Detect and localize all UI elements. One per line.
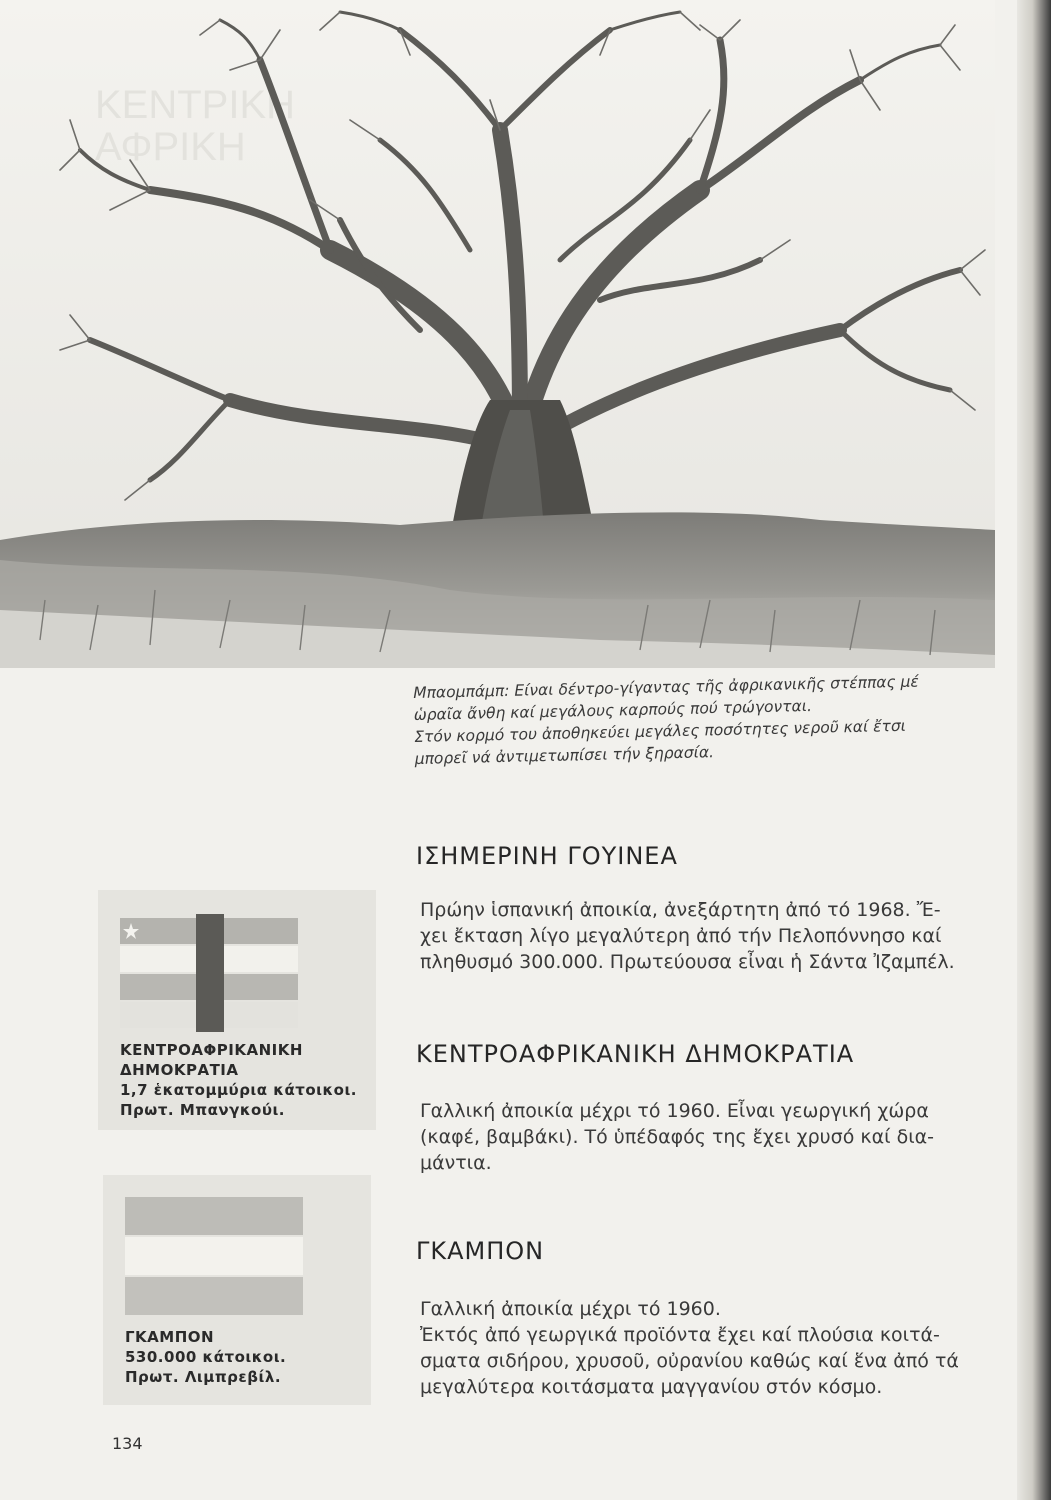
page-number: 134: [112, 1434, 143, 1453]
flag-caption-central-african-republic: [120, 1040, 357, 1120]
section-title-central-african-republic: ΚΕΝΤΡΟΑΦΡΙΚΑΝΙΚΗ ΔΗΜΟΚΡΑΤΙΑ: [416, 1040, 855, 1068]
section-body-equatorial-guinea: [420, 897, 1005, 975]
body-line: Ἐκτός ἀπό γεωργικά προϊόντα ἔχει καί πλούσια κοιτά-: [420, 1324, 940, 1346]
capital: Πρωτ. Λιμπρεβίλ.: [125, 1368, 282, 1386]
body-line: σματα σιδήρου, χρυσοῦ, οὐρανίου καθώς καί ἕνα ἀπό τά: [420, 1350, 959, 1372]
capital: Πρωτ. Μπανγκούι.: [120, 1101, 285, 1119]
section-title-equatorial-guinea: ΙΣΗΜΕΡΙΝΗ ΓΟΥΙΝΕΑ: [416, 842, 678, 870]
body-line: πληθυσμό 300.000. Πρωτεύουσα εἶναι ἡ Σάντα Ἰζαμπέλ.: [420, 951, 955, 973]
svg-text:ΑΦΡΙΚΗ: ΑΦΡΙΚΗ: [95, 125, 246, 169]
section-body-gabon: [420, 1296, 1005, 1400]
flag-card-central-african-republic: [98, 890, 376, 1130]
caption-line: μπορεῖ νά ἀντιμετωπίσει τήν ξηρασία.: [414, 743, 715, 768]
body-line: Πρώην ἱσπανική ἀποικία, ἀνεξάρτητη ἀπό τό 1968. Ἔ-: [420, 899, 941, 921]
caption-line: ὡραῖα ἄνθη καί μεγάλους καρπούς πού τρώγονται.: [413, 696, 813, 724]
flag-card-gabon: [103, 1175, 371, 1405]
central-african-republic-flag: [120, 914, 298, 1032]
flag-caption-gabon: [125, 1327, 286, 1387]
body-line: (καφέ, βαμβάκι). Τό ὑπέδαφός της ἔχει χρυσό καί δια-: [420, 1126, 935, 1148]
country-name-line2: ΔΗΜΟΚΡΑΤΙΑ: [120, 1061, 239, 1079]
caption-line: Μπαομπάμπ: Είναι δέντρο-γίγαντας τῆς ἀφρικανικῆς στέππας μέ: [413, 672, 920, 702]
section-title-gabon: ΓΚΑΜΠΟΝ: [416, 1237, 545, 1265]
population: 530.000 κάτοικοι.: [125, 1348, 287, 1366]
body-line: χει ἔκταση λίγο μεγαλύτερη ἀπό τήν Πελοπόννησο καί: [420, 925, 942, 947]
body-line: μάντια.: [420, 1152, 492, 1174]
baobab-photo: [0, 0, 995, 668]
population: 1,7 ἑκατομμύρια κάτοικοι.: [120, 1081, 357, 1099]
photo-caption: [413, 669, 975, 770]
section-body-central-african-republic: [420, 1098, 1005, 1176]
body-line: Γαλλική ἀποικία μέχρι τό 1960.: [420, 1298, 721, 1320]
country-name: ΚΕΝΤΡΟΑΦΡΙΚΑΝΙΚΗ: [120, 1041, 303, 1059]
body-line: Γαλλική ἀποικία μέχρι τό 1960. Εἶναι γεωργική χώρα: [420, 1100, 929, 1122]
gabon-flag: [125, 1197, 303, 1315]
caption-line: Στόν κορμό του ἀποθηκεύει μεγάλες ποσότητες νεροῦ καί ἔτσι: [414, 716, 907, 746]
country-name: ΓΚΑΜΠΟΝ: [125, 1328, 215, 1346]
body-line: μεγαλύτερα κοιτάσματα μαγγανίου στόν κόσμο.: [420, 1376, 883, 1398]
svg-text:ΚΕΝΤΡΙΚΗ: ΚΕΝΤΡΙΚΗ: [95, 83, 296, 127]
page-edge-shadow: [1017, 0, 1051, 1500]
